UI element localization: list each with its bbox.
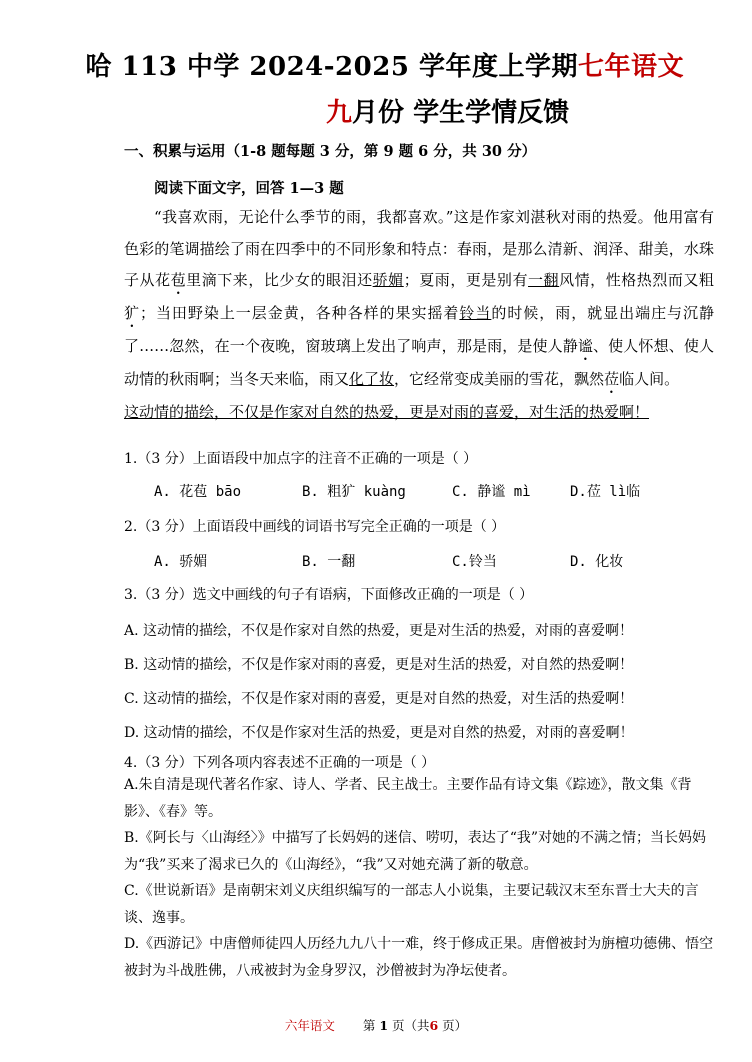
passage-text: 、使人怀想、使人动情的秋雨啊；当冬天来临，雨又 <box>124 337 714 388</box>
dotted-char: 苞 <box>170 271 187 289</box>
passage-text: 里滴下来，比少女的眼泪还 <box>186 271 373 289</box>
footer-subject: 六年语文 <box>284 1018 335 1033</box>
question-4-stem: 4.（3 分）下列各项内容表述不正确的一项是（ ） <box>124 755 436 771</box>
q1-option-c: C. 静谧 mì <box>452 484 531 500</box>
underlined-word: 骄媚 <box>372 271 404 289</box>
title-month: 九 <box>326 98 353 128</box>
passage-text: “我喜欢雨，无论什么季节的雨，我都喜欢。”这是作家刘湛秋对雨的热爱。他用富有色彩的笔调描绘了雨在四季中的不同形象和特点：春雨，是那么清新、润泽、甜美，水珠子从花 <box>124 208 714 289</box>
q1-option-a: A. 花苞 bāo <box>154 484 242 500</box>
dotted-char: 犷 <box>124 304 140 322</box>
title-part-b: 月份 学生学情反馈 <box>352 98 570 128</box>
reading-passage <box>124 202 714 429</box>
title-line-2 <box>0 92 752 129</box>
title-subject: 语文 <box>630 52 684 82</box>
underlined-word: 化了妆 <box>349 370 395 388</box>
underlined-word: 铃当 <box>459 304 492 322</box>
q2-option-c: C.铃当 <box>452 554 497 570</box>
footer-text: 页） <box>438 1018 468 1033</box>
page-number: 1 <box>379 1018 389 1033</box>
section-heading: 一、积累与运用（1-8 题每题 3 分，第 9 题 6 分，共 30 分） <box>124 143 537 160</box>
question-3-stem: 3.（3 分）选文中画线的句子有语病，下面修改正确的一项是（ ） <box>124 587 534 603</box>
passage-text: 风情，性格热烈而又粗 <box>559 271 714 289</box>
passage-text: 的时候，雨，就显出端庄与沉静了……忽然，在一个夜晚，窗玻璃上发出了响声，那是雨，是使人静 <box>124 304 714 355</box>
passage-text: ；夏雨，更是别有 <box>403 271 529 289</box>
underlined-sentence: 这动情的描绘，不仅是作家对自然的热爱，更是对雨的喜爱，对生活的热爱啊！ <box>124 403 650 421</box>
q3-option-d: D. 这动情的描绘，不仅是作家对生活的热爱，更是对自然的热爱，对雨的喜爱啊！ <box>124 725 634 741</box>
title-part-a: 哈 113 中学 2024-2025 学年度上学期 <box>85 52 578 82</box>
q3-option-b: B. 这动情的描绘，不仅是作家对雨的喜爱，更是对生活的热爱，对自然的热爱啊！ <box>124 657 634 673</box>
q4-option-c: C.《世说新语》是南朝宋刘义庆组织编写的一部志人小说集，主要记载汉末至东晋士大夫的言谈、逸事。 <box>124 883 699 926</box>
title-grade: 七年 <box>577 52 631 82</box>
passage-text: 临人间。 <box>619 370 680 388</box>
question-1-stem: 1.（3 分）上面语段中加点字的注音不正确的一项是（ ） <box>124 451 478 467</box>
q4-option-a: A.朱自清是现代著名作家、诗人、学者、民主战士。主要作品有诗文集《踪迹》，散文集《背影》、《春》等。 <box>124 777 692 820</box>
dotted-char: 莅 <box>604 370 620 388</box>
q4-option-b: B.《阿长与〈山海经〉》中描写了长妈妈的迷信、唠叨，表达了“我”对她的不满之情；当长妈妈为“我”买来了渴求已久的《山海经》，“我”又对她充满了新的敬意。 <box>124 830 707 873</box>
q2-option-a: A. 骄媚 <box>154 554 208 570</box>
passage-text: ，它经常变成美丽的雪花，飘然 <box>394 370 605 388</box>
q3-option-c: C. 这动情的描绘，不仅是作家对雨的喜爱，更是对自然的热爱，对生活的热爱啊！ <box>124 691 634 707</box>
footer-text: 页（共 <box>388 1018 430 1033</box>
reading-instruction: 阅读下面文字，回答 1—3 题 <box>154 180 344 197</box>
q1-option-d: D.莅 lì临 <box>570 484 641 500</box>
q3-option-a: A. 这动情的描绘，不仅是作家对自然的热爱，更是对生活的热爱，对雨的喜爱啊！ <box>124 623 634 639</box>
q2-option-d: D. 化妆 <box>570 554 624 570</box>
page-footer <box>0 1016 752 1034</box>
dotted-char: 谧 <box>577 337 594 355</box>
q4-option-d: D.《西游记》中唐僧师徒四人历经九九八十一难，终于修成正果。唐僧被封为旃檀功德佛、悟空被封为斗战胜佛，八戒被封为金身罗汉，沙僧被封为净坛使者。 <box>124 936 714 979</box>
page-total: 6 <box>429 1018 439 1033</box>
question-2-stem: 2.（3 分）上面语段中画线的词语书写完全正确的一项是（ ） <box>124 519 506 535</box>
q2-option-b: B. 一翻 <box>302 554 356 570</box>
underlined-word: 一翻 <box>528 271 560 289</box>
footer-text: 第 <box>362 1018 380 1033</box>
q1-option-b: B. 粗犷 kuàng <box>302 484 406 500</box>
passage-text: ；当田野染上一层金黄，各种各样的果实摇着 <box>139 304 460 322</box>
title-line-1 <box>0 46 752 83</box>
